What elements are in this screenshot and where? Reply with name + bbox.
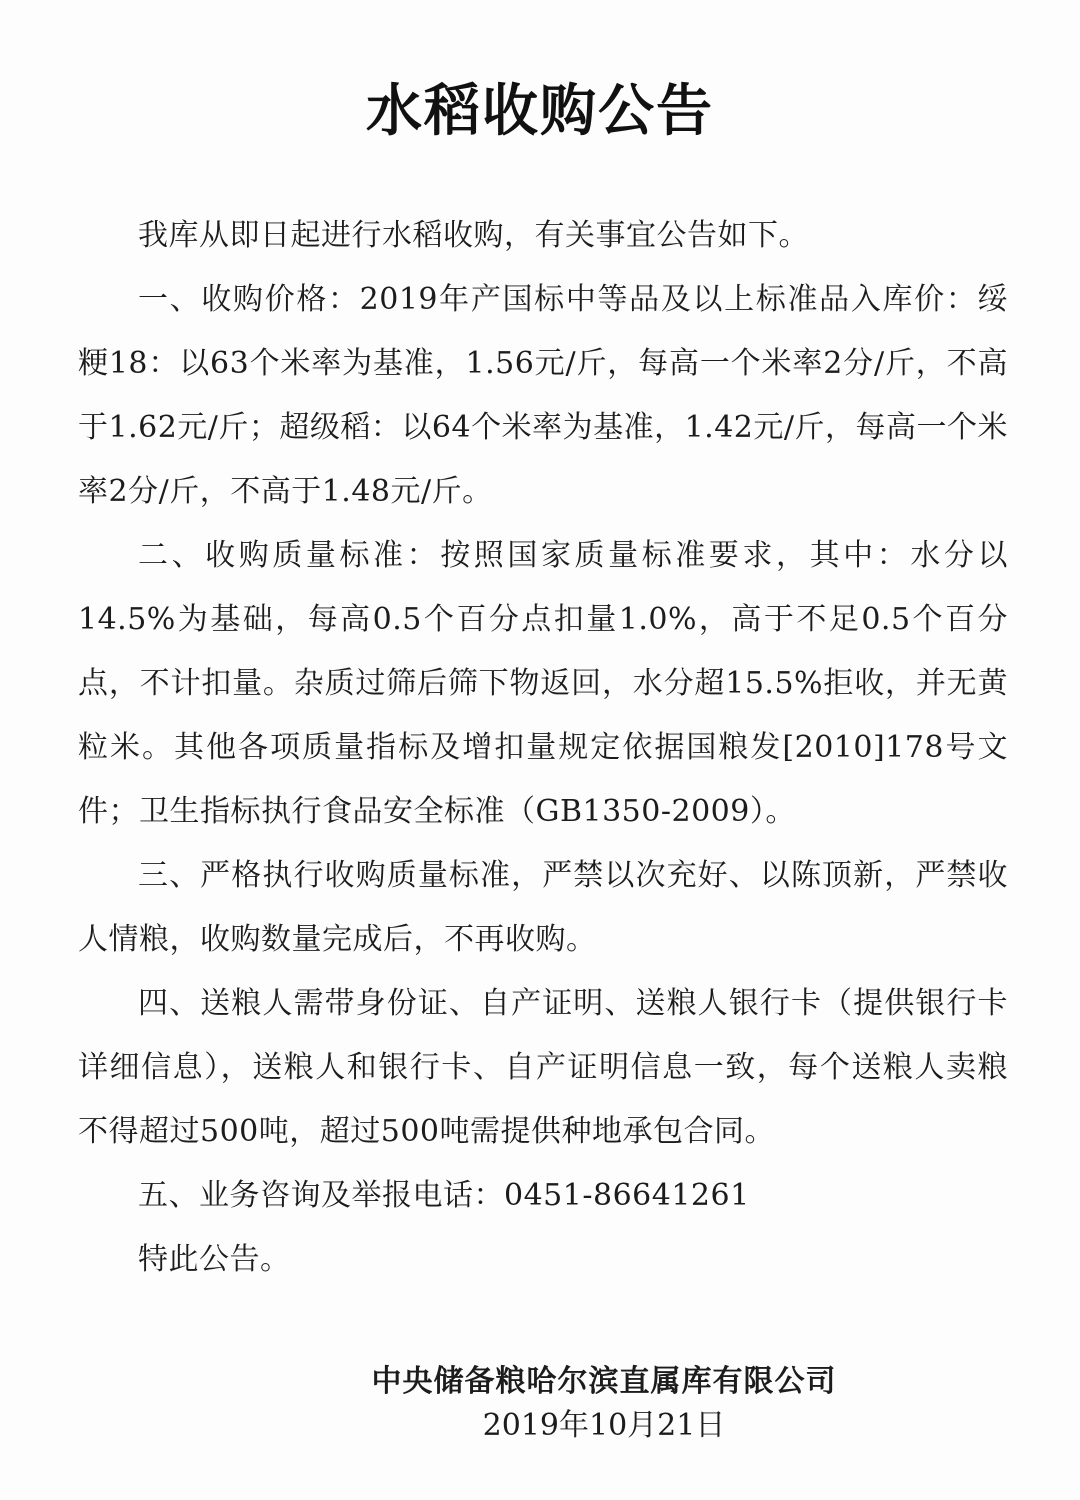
notice-body [78,204,1008,1292]
issuer-name: 中央储备粮哈尔滨直属库有限公司 [371,1364,837,1399]
quality-standard-paragraph: 二、收购质量标准：按照国家质量标准要求，其中：水分以14.5%为基础，每高0.5个百分点扣量1.0%，高于不足0.5个百分点，不计扣量。杂质过筛后筛下物返回，水分超15.5%拒收，并无黄粒米。其他各项质量指标及增扣量规定依据国粮发[2010]178号文件；卫生指标执行食品安全标准（GB1350-2009）。 [78,538,1008,829]
enforcement-paragraph: 三、严格执行收购质量标准，严禁以次充好、以陈顶新，严禁收人情粮，收购数量完成后，不再收购。 [78,858,1008,957]
closing-paragraph: 特此公告。 [138,1242,291,1277]
contact-paragraph: 五、业务咨询及举报电话：0451-86641261 [138,1178,750,1213]
price-paragraph: 一、收购价格：2019年产国标中等品及以上标准品入库价：绥粳18：以63个米率为基准，1.56元/斤，每高一个米率2分/斤，不高于1.62元/斤；超级稻：以64个米率为基准，1.42元/斤，每高一个米率2分/斤，不高于1.48元/斤。 [78,282,1008,509]
page-title: 水稻收购公告 [366,79,714,144]
issue-date: 2019年10月21日 [482,1408,726,1443]
intro-paragraph: 我库从即日起进行水稻收购，有关事宜公告如下。 [138,218,809,253]
requirements-paragraph: 四、送粮人需带身份证、自产证明、送粮人银行卡（提供银行卡详细信息），送粮人和银行卡、自产证明信息一致，每个送粮人卖粮不得超过500吨，超过500吨需提供种地承包合同。 [78,986,1008,1149]
